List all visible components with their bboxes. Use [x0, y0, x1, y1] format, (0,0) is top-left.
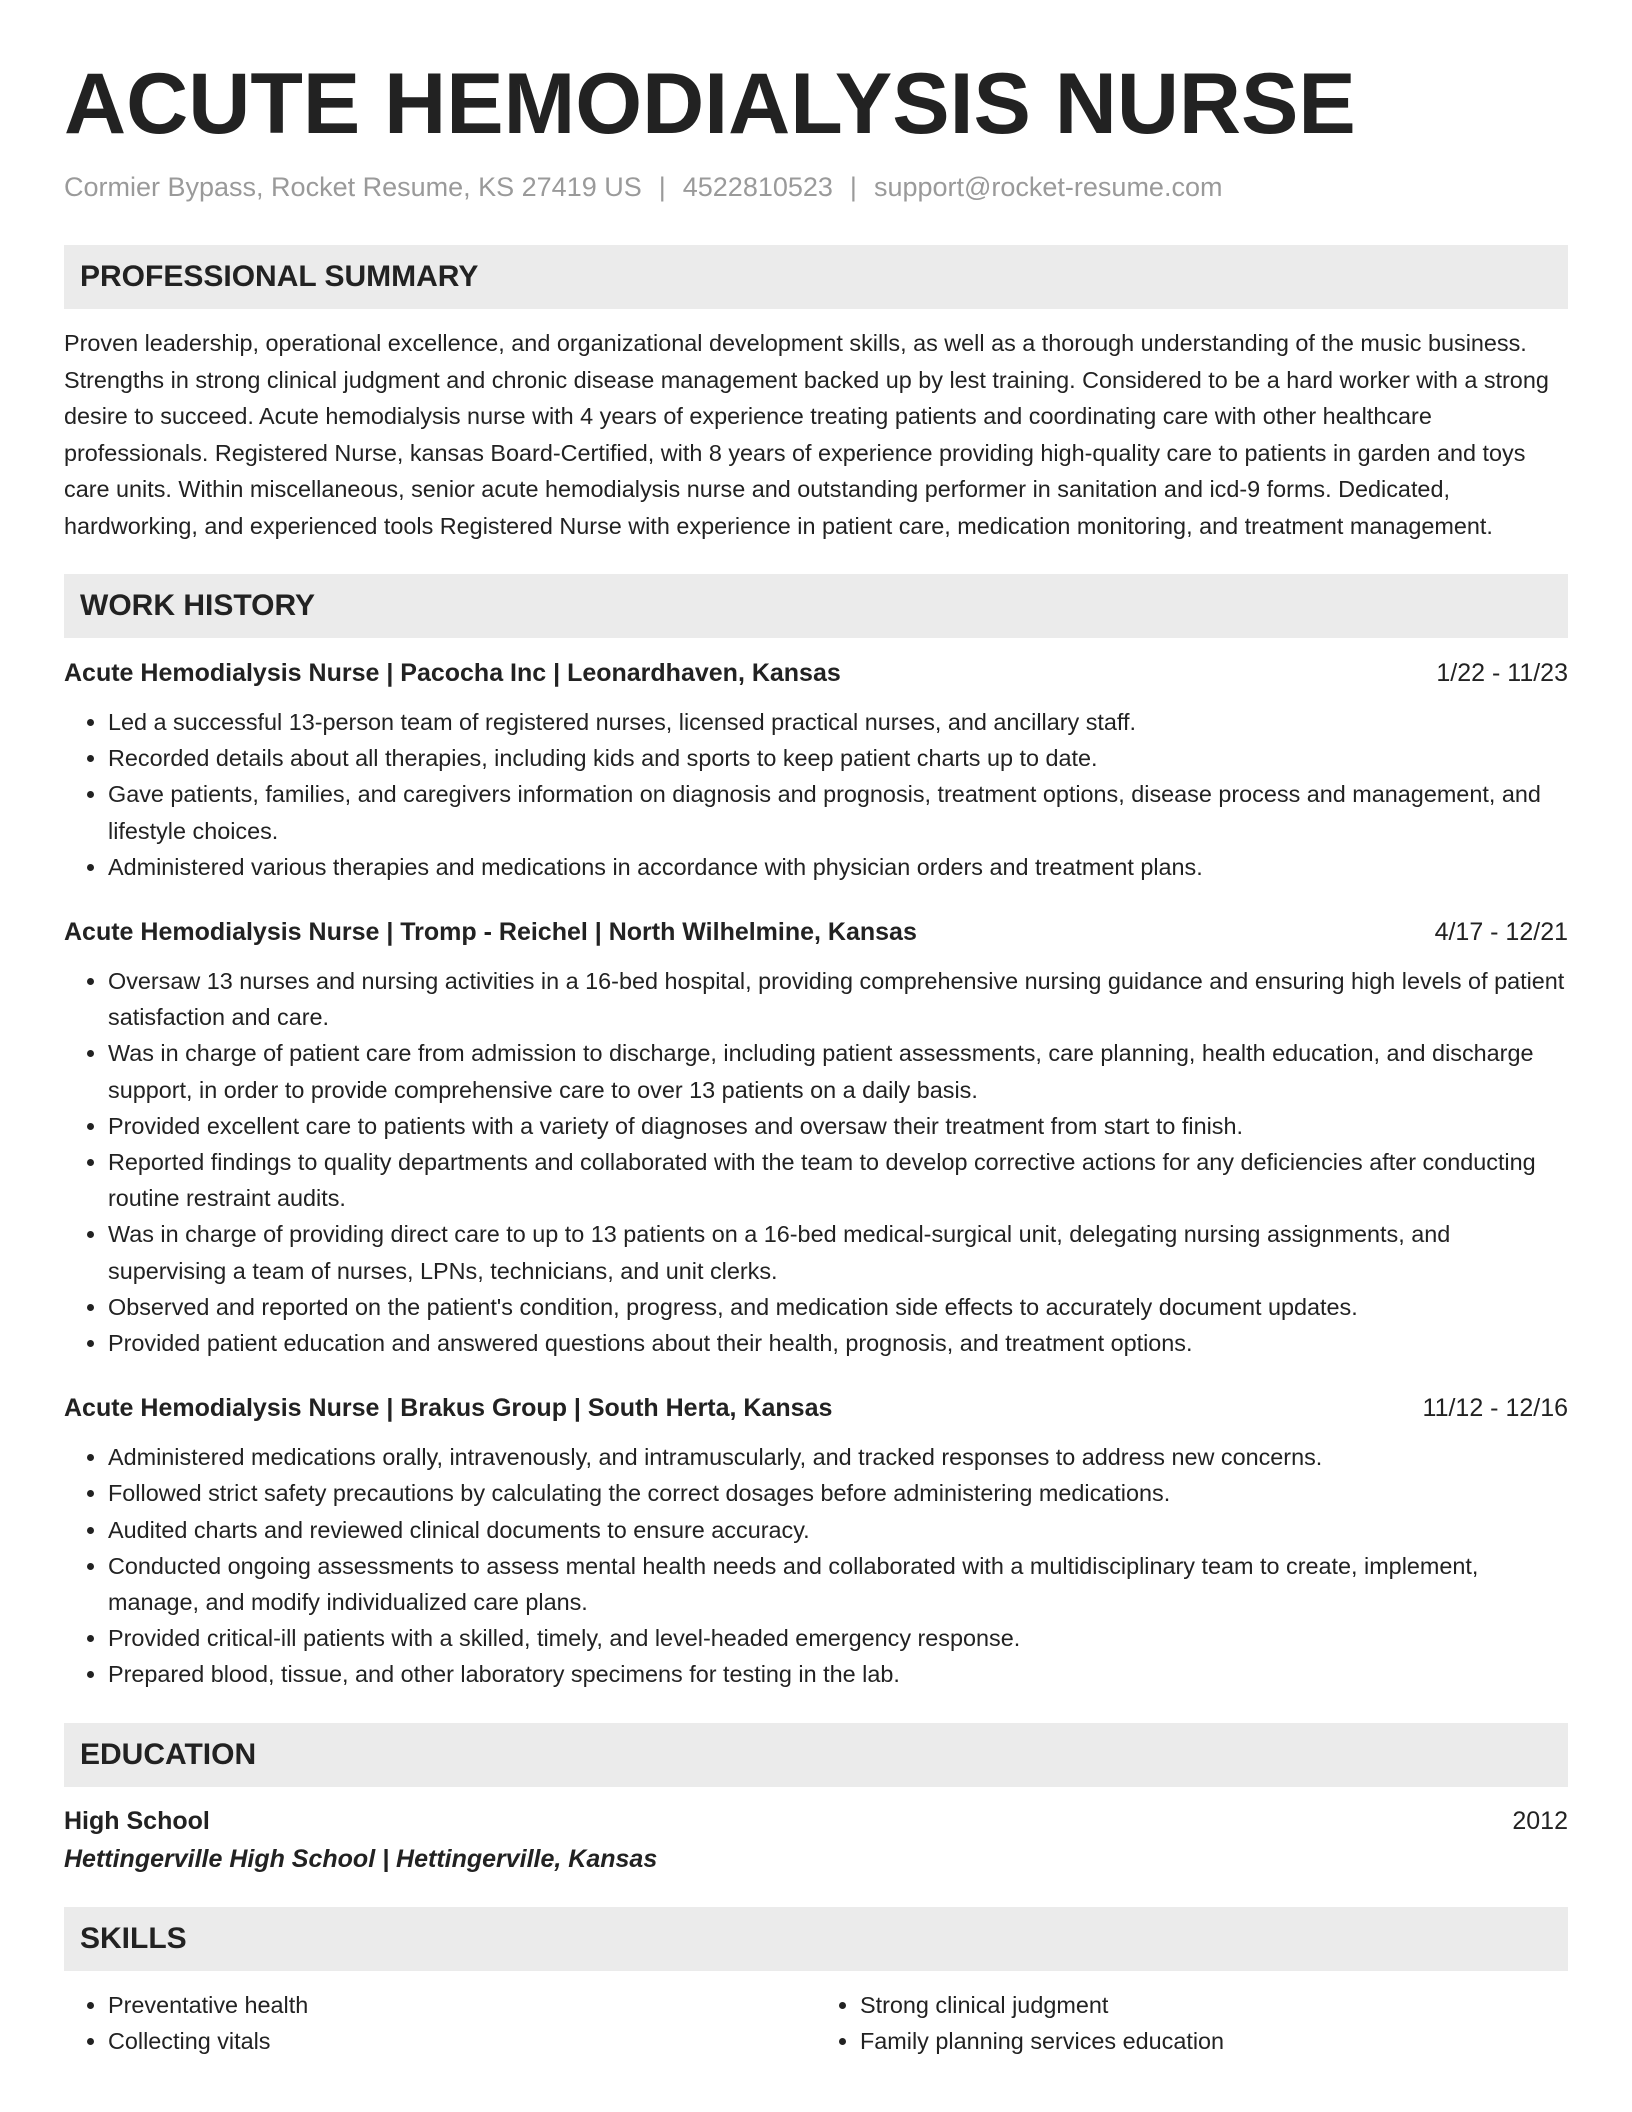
resume-page — [64, 0, 1568, 2059]
skill-item: • Family planning services education — [860, 2023, 1568, 2059]
job-title: Acute Hemodialysis Nurse | Tromp - Reichel | North Wilhelmine, Kansas — [64, 918, 917, 947]
skill-item: • Preventative health — [108, 1987, 816, 2023]
contact-line — [64, 170, 1568, 204]
summary-heading: PROFESSIONAL SUMMARY — [80, 260, 479, 293]
job-header — [64, 915, 1568, 949]
job-bullet: • Provided excellent care to patients with a variety of diagnoses and oversaw their treatment from start to finish. — [108, 1108, 1568, 1144]
work-heading: WORK HISTORY — [80, 589, 316, 622]
skills-list — [64, 1987, 1568, 2059]
job-bullet: • Provided patient education and answered questions about their health, prognosis, and treatment options. — [108, 1325, 1568, 1361]
education-year: 2012 — [1512, 1806, 1568, 1835]
contact-separator: | — [658, 172, 666, 202]
job-bullet: • Reported findings to quality departments and collaborated with the team to develop corrective actions for any deficiencies after conducting routine restraint audits. — [108, 1144, 1568, 1216]
job-bullet: • Led a successful 13-person team of registered nurses, licensed practical nurses, and ancillary staff. — [108, 704, 1568, 740]
job-bullet: • Followed strict safety precautions by calculating the correct dosages before administering medications. — [108, 1475, 1568, 1511]
job-title: Acute Hemodialysis Nurse | Pacocha Inc | Leonardhaven, Kansas — [64, 659, 841, 687]
job-bullet: • Prepared blood, tissue, and other laboratory specimens for testing in the lab. — [108, 1656, 1568, 1692]
education-heading: EDUCATION — [80, 1737, 257, 1771]
education-header — [64, 1803, 1568, 1839]
job-header — [64, 1391, 1568, 1425]
job-entry — [64, 915, 1568, 1361]
skills-section-header — [64, 1907, 1568, 1971]
job-bullet: • Recorded details about all therapies, including kids and sports to keep patient charts up to date. — [108, 740, 1568, 776]
job-header — [64, 656, 1568, 690]
job-bullet: • Was in charge of providing direct care to up to 13 patients on a 16-bed medical-surgical unit, delegating nursing assignments, and supervising a team of nurses, LPNs, technicians, and unit clerks. — [108, 1216, 1568, 1288]
summary-text: Proven leadership, operational excellence, and organizational development skills, as well as a thorough understanding of the music business. Strengths in strong clinical judgment and chronic disease management backed up by lest training. Considered to be a hard worker with a strong desire to succeed. Acute hemodialysis nurse with 4 years of experience treating patients and coordinating care with other healthcare professionals. Registered Nurse, kansas Board-Certified, with 8 years of experience providing high-quality care to patients in garden and toys care units. Within miscellaneous, senior acute hemodialysis nurse and outstanding performer in sanitation and icd-9 forms. Dedicated, hardworking, and experienced tools Registered Nurse with experience in patient care, medication monitoring, and treatment management. — [64, 330, 1549, 539]
job-title: Acute Hemodialysis Nurse | Brakus Group | South Herta, Kansas — [64, 1394, 833, 1423]
job-dates: 1/22 - 11/23 — [1436, 659, 1568, 687]
contact-separator: | — [849, 172, 857, 202]
skill-item: • Strong clinical judgment — [860, 1987, 1568, 2023]
job-dates: 11/12 - 12/16 — [1422, 1394, 1568, 1423]
contact-address: Cormier Bypass, Rocket Resume, KS 27419 US — [64, 172, 642, 202]
resume-title: ACUTE HEMODIALYSIS NURSE — [64, 56, 1356, 152]
skills-column-right — [816, 1987, 1568, 2059]
job-bullet: • Provided critical-ill patients with a skilled, timely, and level-headed emergency response. — [108, 1620, 1568, 1656]
job-bullet: • Audited charts and reviewed clinical documents to ensure accuracy. — [108, 1512, 1568, 1548]
contact-phone: 4522810523 — [682, 172, 833, 202]
job-bullet: • Observed and reported on the patient's condition, progress, and medication side effects to accurately document updates. — [108, 1289, 1568, 1325]
job-bullets — [64, 963, 1568, 1361]
job-bullet: • Administered various therapies and medications in accordance with physician orders and treatment plans. — [108, 849, 1568, 885]
job-bullet: • Gave patients, families, and caregivers information on diagnosis and prognosis, treatment options, disease process and management, and lifestyle choices. — [108, 776, 1568, 848]
education-section-header — [64, 1723, 1568, 1787]
skills-column-left — [64, 1987, 816, 2059]
job-bullet: • Oversaw 13 nurses and nursing activities in a 16-bed hospital, providing comprehensive nursing guidance and ensuring high levels of patient satisfaction and care. — [108, 963, 1568, 1035]
job-dates: 4/17 - 12/21 — [1434, 918, 1568, 947]
job-entry — [64, 656, 1568, 885]
work-section-header — [64, 574, 1568, 638]
skill-item: • Collecting vitals — [108, 2023, 816, 2059]
education-degree: High School — [64, 1806, 210, 1835]
education-school: Hettingerville High School | Hettingerville, Kansas — [64, 1844, 658, 1873]
job-bullets — [64, 704, 1568, 885]
job-bullet: • Was in charge of patient care from admission to discharge, including patient assessments, care planning, health education, and discharge support, in order to provide comprehensive care to over 13 patients on a daily basis. — [108, 1035, 1568, 1107]
job-entry — [64, 1391, 1568, 1692]
job-bullets — [64, 1439, 1568, 1692]
job-bullet: • Conducted ongoing assessments to assess mental health needs and collaborated with a multidisciplinary team to create, implement, manage, and modify individualized care plans. — [108, 1548, 1568, 1620]
summary-section-header — [64, 245, 1568, 309]
job-bullet: • Administered medications orally, intravenously, and intramuscularly, and tracked responses to address new concerns. — [108, 1439, 1568, 1475]
contact-email: support@rocket-resume.com — [873, 172, 1223, 202]
skills-heading: SKILLS — [80, 1921, 187, 1955]
